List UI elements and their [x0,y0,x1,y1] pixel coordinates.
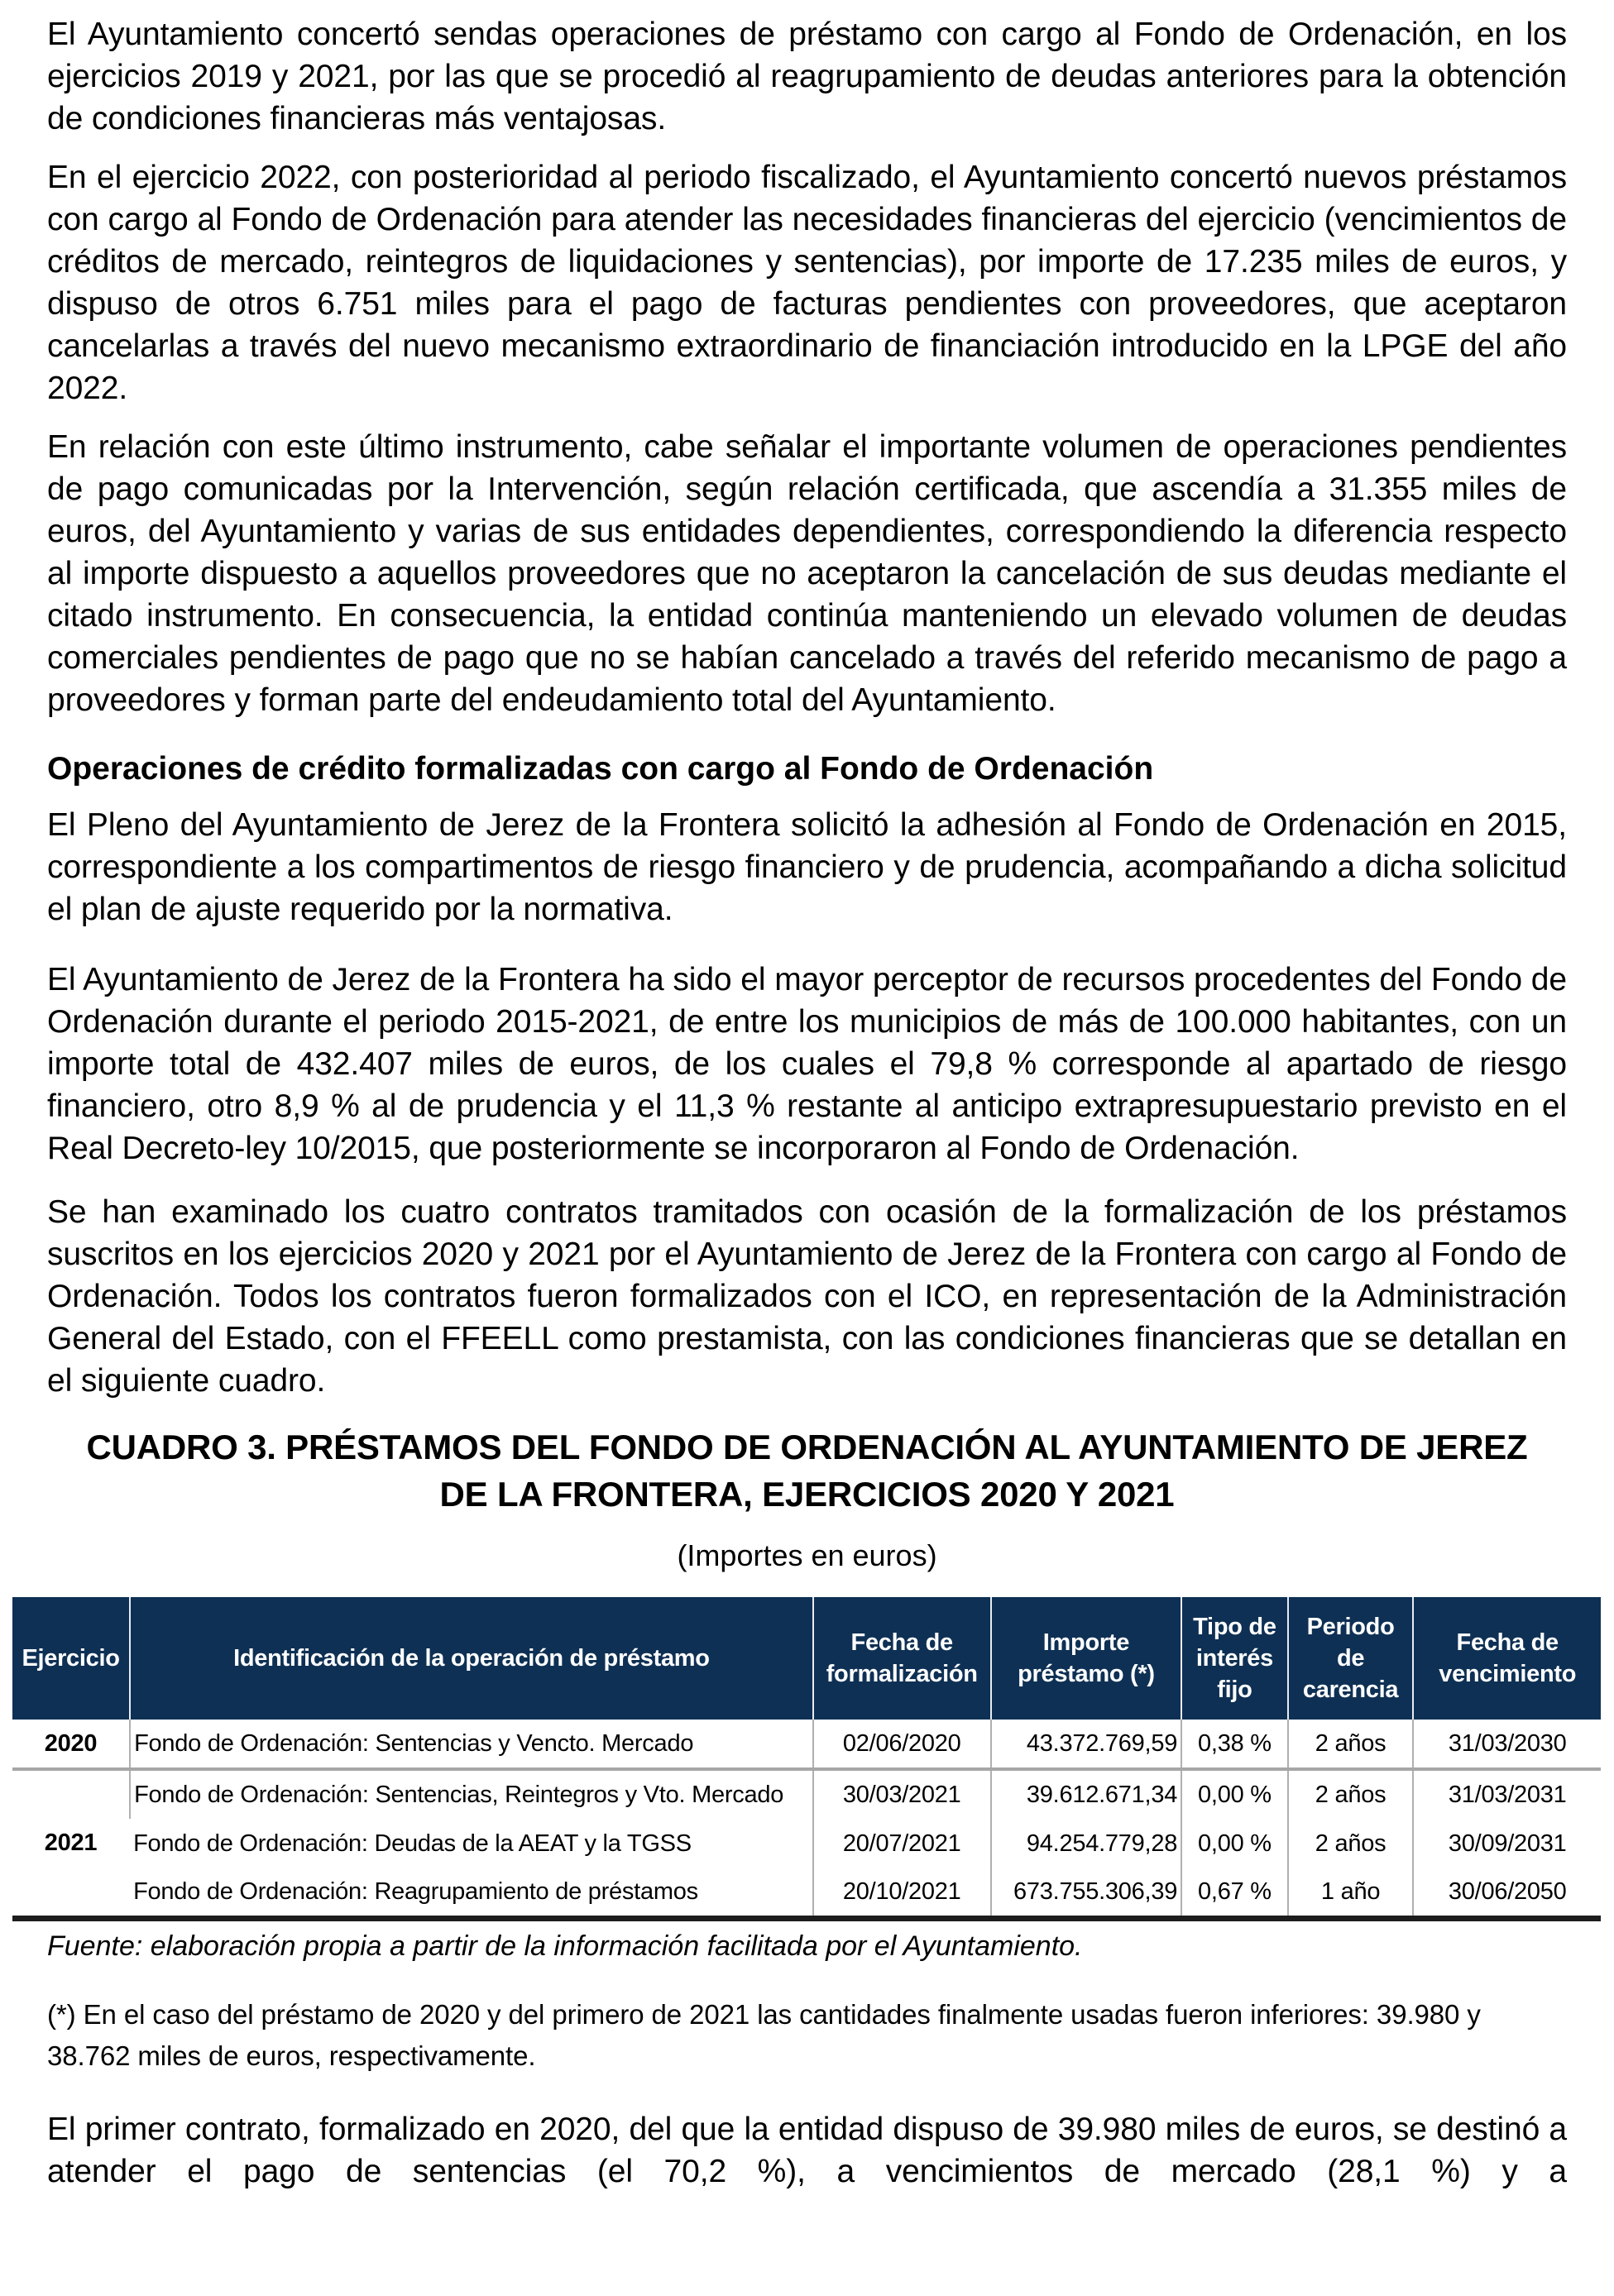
amount-2020-1: 43.372.769,59 [991,1720,1181,1769]
paragraph-first-contract: El primer contrato, formalizado en 2020, del que la entidad dispuso de 39.980 miles de euros, se destinó a atender el pago de sentencias (el 70,2 %), a vencimientos de mercado (28,1 %) y a [47,2111,1567,2189]
header-fecha-formalizacion: Fecha de formalización [813,1597,991,1720]
paragraph-pending-payments: En relación con este último instrumento, cabe señalar el importante volumen de operaciones pendientes de pago comunicadas por la Intervención, según relación certificada, que ascendía a 31.355 miles de euros, del Ayuntamiento y varias de sus entidades dependientes, correspondiendo la diferencia respecto al importe dispuesto a aquellos proveedores que no aceptaron la cancelación de sus deudas mediante el citado instrumento. En consecuencia, la entidad continúa manteniendo un elevado volumen de deudas comerciales pendientes de pago que no se habían cancelado a través del referido mecanismo de pago a proveedores y forman parte del endeudamiento total del Ayuntamiento. [47,429,1567,718]
header-importe-prestamo: Importe préstamo (*) [991,1597,1181,1720]
table-title-line-2: DE LA FRONTERA, EJERCICIOS 2020 Y 2021 [439,1475,1175,1514]
grace-period-2021-2: 2 años [1288,1819,1414,1868]
loans-table-wrapper [12,1597,1601,1921]
loan-id-2021-2: Fondo de Ordenación: Deudas de la AEAT y la TGSS [133,1830,692,1857]
maturity-date-2020-1: 31/03/2030 [1413,1720,1601,1769]
asterisk-footnote: (*) En el caso del préstamo de 2020 y del primero de 2021 las cantidades finalmente usadas fueron inferiores: 39.980 y 38.762 miles de euros, respectivamente. [47,1998,1481,2071]
amount-2021-3: 673.755.306,39 [991,1868,1181,1918]
year-cell-2020: 2020 [12,1720,130,1769]
table-row [12,1769,1601,1819]
paragraph-contratos-examinados: Se han examinado los cuatro contratos tramitados con ocasión de la formalización de los préstamos suscritos en los ejercicios 2020 y 2021 por el Ayuntamiento de Jerez de la Frontera con cargo al Fondo de Ordenación. Todos los contratos fueron formalizados con el ICO, en representación de la Administración General del Estado, con el FFEELL como prestamista, con las condiciones financieras que se detallan en el siguiente cuadro. [47,1194,1567,1399]
maturity-date-2021-2: 30/09/2031 [1413,1819,1601,1868]
amount-2021-2: 94.254.779,28 [991,1819,1181,1868]
loan-id-2021-3: Fondo de Ordenación: Reagrupamiento de préstamos [133,1878,698,1906]
header-fecha-vencimiento: Fecha de vencimiento [1413,1597,1601,1720]
amount-2021-1: 39.612.671,34 [991,1769,1181,1819]
header-tipo-interes: Tipo de interés fijo [1181,1597,1288,1720]
formalization-date-2020-1: 02/06/2020 [813,1720,991,1769]
formalization-date-2021-2: 20/07/2021 [813,1819,991,1868]
paragraph-loan-regrouping: El Ayuntamiento concertó sendas operaciones de préstamo con cargo al Fondo de Ordenación, en los ejercicios 2019 y 2021, por las que se procedió al reagrupamiento de deudas anteriores para la obtención de condiciones financieras más ventajosas. [47,17,1567,136]
loan-id-2021-1: Fondo de Ordenación: Sentencias, Reintegros y Vto. Mercado [130,1769,813,1819]
grace-period-2021-3: 1 año [1288,1868,1414,1918]
formalization-date-2021-3: 20/10/2021 [813,1868,991,1918]
year-cell-2021: 2021 [44,1830,98,1857]
paragraph-2022-loans: En el ejercicio 2022, con posterioridad al periodo fiscalizado, el Ayuntamiento concertó nuevos préstamos con cargo al Fondo de Ordenación para atender las necesidades financieras del ejercicio (vencimientos de créditos de mercado, reintegros de liquidaciones y sentencias), por importe de 17.235 miles de euros, y dispuso de otros 6.751 miles para el pago de facturas pendientes con proveedores, que aceptaron cancelarlas a través del nuevo mecanismo extraordinario de financiación introducido en la LPGE del año 2022. [47,160,1567,406]
grace-period-2020-1: 2 años [1288,1720,1414,1769]
table-title [33,1423,1581,1518]
header-identificacion: Identificación de la operación de préstamo [130,1597,813,1720]
paragraph-mayor-perceptor: El Ayuntamiento de Jerez de la Frontera ha sido el mayor perceptor de recursos procedentes del Fondo de Ordenación durante el periodo 2015-2021, de entre los municipios de más de 100.000 habitantes, con un importe total de 432.407 miles de euros, de los cuales el 79,8 % corresponde al apartado de riesgo financiero, otro 8,9 % al de prudencia y el 11,3 % restante al anticipo extrapresupuestario previsto en el Real Decreto-ley 10/2015, que posteriormente se incorporaron al Fondo de Ordenación. [47,962,1567,1166]
table-title-line-1: CUADRO 3. PRÉSTAMOS DEL FONDO DE ORDENACIÓN AL AYUNTAMIENTO DE JEREZ [86,1428,1528,1466]
loans-table [12,1597,1601,1921]
maturity-date-2021-3: 30/06/2050 [1413,1868,1601,1918]
loan-id-2020-1: Fondo de Ordenación: Sentencias y Vencto. Mercado [130,1720,813,1769]
interest-rate-2021-2: 0,00 % [1181,1819,1288,1868]
loans-table-header [12,1597,1601,1720]
grace-period-2021-1: 2 años [1288,1769,1414,1819]
table-source-note: Fuente: elaboración propia a partir de la información facilitada por el Ayuntamiento. [47,1930,1083,1962]
interest-rate-2021-1: 0,00 % [1181,1769,1288,1819]
section-heading-credit-operations: Operaciones de crédito formalizadas con cargo al Fondo de Ordenación [47,751,1154,787]
paragraph-pleno-adhesion: El Pleno del Ayuntamiento de Jerez de la Frontera solicitó la adhesión al Fondo de Ordenación en 2015, correspondiente a los compartimentos de riesgo financiero y de prudencia, acompañando a dicha solicitud el plan de ajuste requerido por la normativa. [47,807,1567,927]
interest-rate-2020-1: 0,38 % [1181,1720,1288,1769]
interest-rate-2021-3: 0,67 % [1181,1868,1288,1918]
header-ejercicio: Ejercicio [12,1597,130,1720]
header-periodo-carencia: Periodo de carencia [1288,1597,1414,1720]
table-row [12,1720,1601,1769]
table-row [12,1868,1601,1918]
table-units-note: (Importes en euros) [677,1538,937,1572]
table-row [12,1819,1601,1868]
maturity-date-2021-1: 31/03/2031 [1413,1769,1601,1819]
formalization-date-2021-1: 30/03/2021 [813,1769,991,1819]
